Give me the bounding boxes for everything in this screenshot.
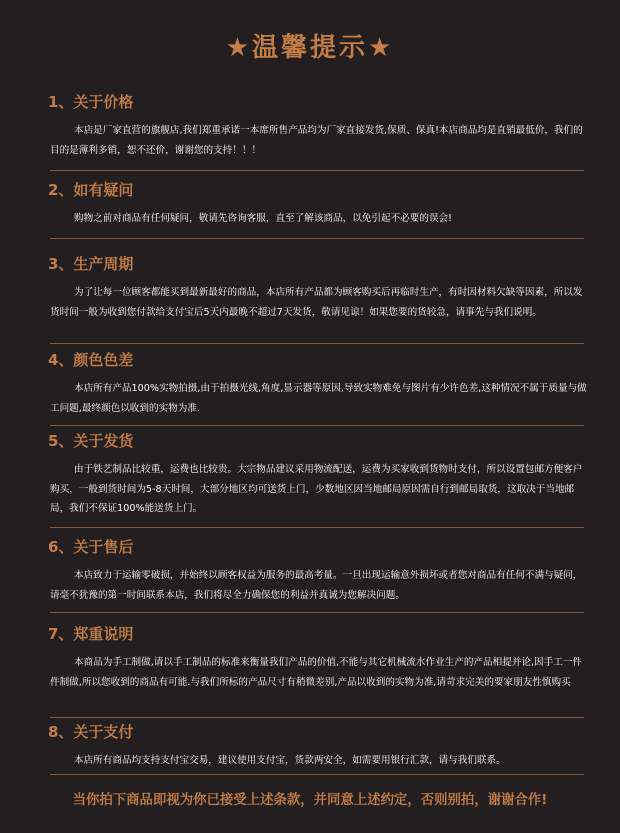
divider (50, 527, 584, 528)
section-after-sales (48, 537, 588, 605)
section-heading: 7、郑重说明 (48, 625, 134, 643)
section-heading: 3、生产周期 (48, 255, 134, 273)
section-body: 本店是厂家直营的旗舰店,我们郑重承诺一本席所售产品均为厂家直接发货,保质、保真!本店商品均是直销最低价，我们的目的是薄利多销，恕不还价，谢谢您的支持！！！ (50, 125, 583, 156)
section-heading: 1、关于价格 (48, 93, 134, 111)
divider (50, 774, 584, 775)
section-body: 本店致力于运输零破损，并始终以顾客权益为服务的最高考量。一旦出现运输意外损坏或者您对商品有任何不满与疑问，请毫不犹豫的第一时间联系本店，我们将尽全力确保您的利益并真诚为您解决问题。 (50, 570, 583, 601)
section-body: 为了让每一位顾客都能买到最新最好的商品，本店所有产品都为顾客购买后再临时生产，有时因材料欠缺等因素，所以发货时间一般为收到您付款给支付宝后5天内最晚不超过7天发货，敬请见谅！如果您要的货较急，请事先与我们说明。 (50, 287, 583, 318)
section-questions (48, 180, 588, 229)
divider (50, 170, 584, 171)
section-production (48, 254, 588, 322)
section-body: 由于铁艺制品比较重，运费也比较贵。大宗物品建议采用物流配送，运费为买家收到货物时支付，所以设置包邮方便客户购买，一般到货时间为5-8天时间，大部分地区均可送货上门，少数地区因当地邮局原因需自行到邮局取货，这取决于当地邮局，我们不保证100%能送货上门。 (50, 464, 583, 514)
section-statement (48, 624, 588, 692)
page-title: ★温馨提示★ (225, 33, 395, 63)
footer-notice: 当你拍下商品即视为你已接受上述条款，并同意上述约定，否则别拍，谢谢合作! (72, 793, 548, 808)
divider (50, 612, 584, 613)
section-heading: 6、关于售后 (48, 538, 134, 556)
section-heading: 8、关于支付 (48, 723, 134, 741)
section-body: 本店所有产品100%实物拍摄,由于拍摄光线,角度,显示器等原因,导致实物难免与图片有少许色差,这种情况不属于质量与做工问题,最终颜色以收到的实物为准. (50, 383, 587, 414)
section-heading: 2、如有疑问 (48, 181, 134, 199)
divider (50, 425, 584, 426)
divider (50, 238, 584, 239)
divider (50, 717, 584, 718)
section-body: 本商品为手工制做,请以手工制品的标准来衡量我们产品的价值,不能与其它机械流水作业生产的产品相提并论,因手工一件件制做,所以您收到的商品有可能.与我们所标的产品尺寸有稍微差别,产品以收到的实物为准,请苛求完美的要家朋友性慎购买 (50, 657, 583, 688)
section-color (48, 350, 588, 418)
section-price (48, 92, 588, 160)
divider (50, 343, 584, 344)
section-heading: 4、颜色色差 (48, 351, 134, 369)
section-heading: 5、关于发货 (48, 432, 134, 450)
section-shipping (48, 431, 588, 519)
section-payment (48, 722, 588, 771)
section-body: 购物之前对商品有任何疑问，敬请先咨询客服，直至了解该商品，以免引起不必要的误会! (74, 213, 453, 224)
section-body: 本店所有商品均支持支付宝交易，建议使用支付宝，货款两安全，如需要用银行汇款，请与我们联系。 (74, 755, 506, 766)
